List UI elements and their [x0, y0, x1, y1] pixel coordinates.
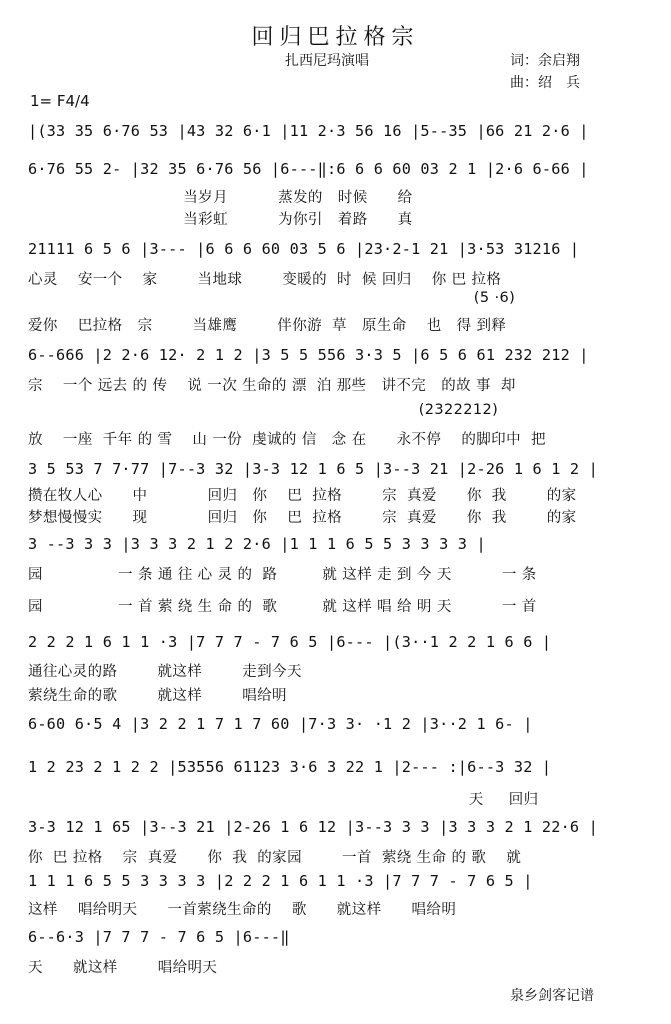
lyricist-credit: 词：余启翔: [510, 53, 580, 69]
lyric-line: 爱你 巴拉格 宗 当雄鹰 伴你游 草 原生命 也 得 到释: [28, 318, 507, 334]
lyric-line: 宗 一个 远去 的 传 说 一次 生命的 漂 泊 那些 讲不完 的故 事 却: [28, 378, 516, 394]
lyric-line: 天 就这样 唱给明天: [28, 960, 218, 976]
lyric-line: 园 一 条 通 往 心 灵 的 路 就 这样 走 到 今 天 一 条: [28, 567, 537, 583]
notation-line: 1 2 23 2 1 2 2 |53556 61123 3·6 3 22 1 |2--- :|6--3 32 |: [28, 758, 552, 776]
lyric-line: 园 一 首 萦 绕 生 命 的 歌 就 这样 唱 给 明 天 一 首: [28, 599, 537, 615]
notation-line: |(33 35 6·76 53 |43 32 6·1 |11 2·3 56 16 |5--35 |66 21 2·6 |: [28, 122, 589, 140]
notation-line: 6--6·3 |7 7 7 - 7 6 5 |6---‖: [28, 928, 290, 946]
lyric-line: 放 一座 千年 的 雪 山 一份 虔诚的 信 念 在 永不停 的脚印中 把: [28, 432, 546, 448]
notation-line: 21111 6 5 6 |3--- |6 6 6 60 03 5 6 |23·2-1 21 |3·53 31216 |: [28, 240, 580, 258]
lyric-line: 天 回归: [28, 792, 539, 808]
lyric-line: 心灵 安一个 家 当地球 变暖的 时 候 回归 你 巴 拉格: [28, 272, 502, 288]
lyric-line: (2322212): [28, 402, 499, 418]
lyric-line: (5 ·6): [28, 290, 516, 306]
composer-credit: 曲：绍 兵: [510, 75, 580, 91]
notation-line: 3 5 53 7 7·77 |7--3 32 |3-3 12 1 6 5 |3--3 21 |2-26 1 6 1 2 |: [28, 460, 598, 478]
singer-credit: 扎西尼玛演唱: [285, 53, 369, 69]
lyric-line: 梦想慢慢实 现 回归 你 巴 拉格 宗 真爱 你 我 的家: [28, 510, 577, 526]
notation-line: 3 --3 3 3 |3 3 3 2 1 2 2·6 |1 1 1 6 5 5 3 3 3 3 |: [28, 535, 486, 553]
lyric-line: 通往心灵的路 就这样 走到今天: [28, 664, 302, 680]
notation-line: 6·76 55 2- |32 35 6·76 56 |6---‖:6 6 6 60 03 2 1 |2·6 6-66 |: [28, 160, 589, 178]
lyric-line: 你 巴 拉格 宗 真爱 你 我 的家园 一首 萦绕 生命 的 歌 就: [28, 850, 522, 866]
lyric-line: 萦绕生命的歌 就这样 唱给明: [28, 688, 287, 704]
notation-line: 6-60 6·5 4 |3 2 2 1 7 1 7 60 |7·3 3· ·1 2 |3··2 1 6- |: [28, 715, 533, 733]
transcriber-credit: 泉乡剑客记谱: [510, 988, 594, 1004]
lyric-line: 当岁月 蒸发的 时候 给: [28, 190, 413, 206]
lyric-line: 这样 唱给明天 一首萦绕生命的 歌 就这样 唱给明: [28, 902, 457, 918]
key-signature: 1= F4/4: [30, 92, 90, 110]
lyric-line: 当彩虹 为你引 着路 真: [28, 212, 413, 228]
notation-line: 1 1 1 6 5 5 3 3 3 3 |2 2 2 1 6 1 1 ·3 |7 7 7 - 7 6 5 |: [28, 872, 533, 890]
song-title: 回归巴拉格宗: [251, 25, 420, 50]
notation-line: 6--666 |2 2·6 12· 2 1 2 |3 5 5 556 3·3 5 |6 5 6 61 232 212 |: [28, 346, 589, 364]
lyric-line: 攒在牧人心 中 回归 你 巴 拉格 宗 真爱 你 我 的家: [28, 488, 577, 504]
notation-line: 2 2 2 1 6 1 1 ·3 |7 7 7 - 7 6 5 |6--- |(3··1 2 2 1 6 6 |: [28, 633, 552, 651]
notation-line: 3-3 12 1 65 |3--3 21 |2-26 1 6 12 |3--3 3 3 |3 3 3 2 1 22·6 |: [28, 818, 598, 836]
